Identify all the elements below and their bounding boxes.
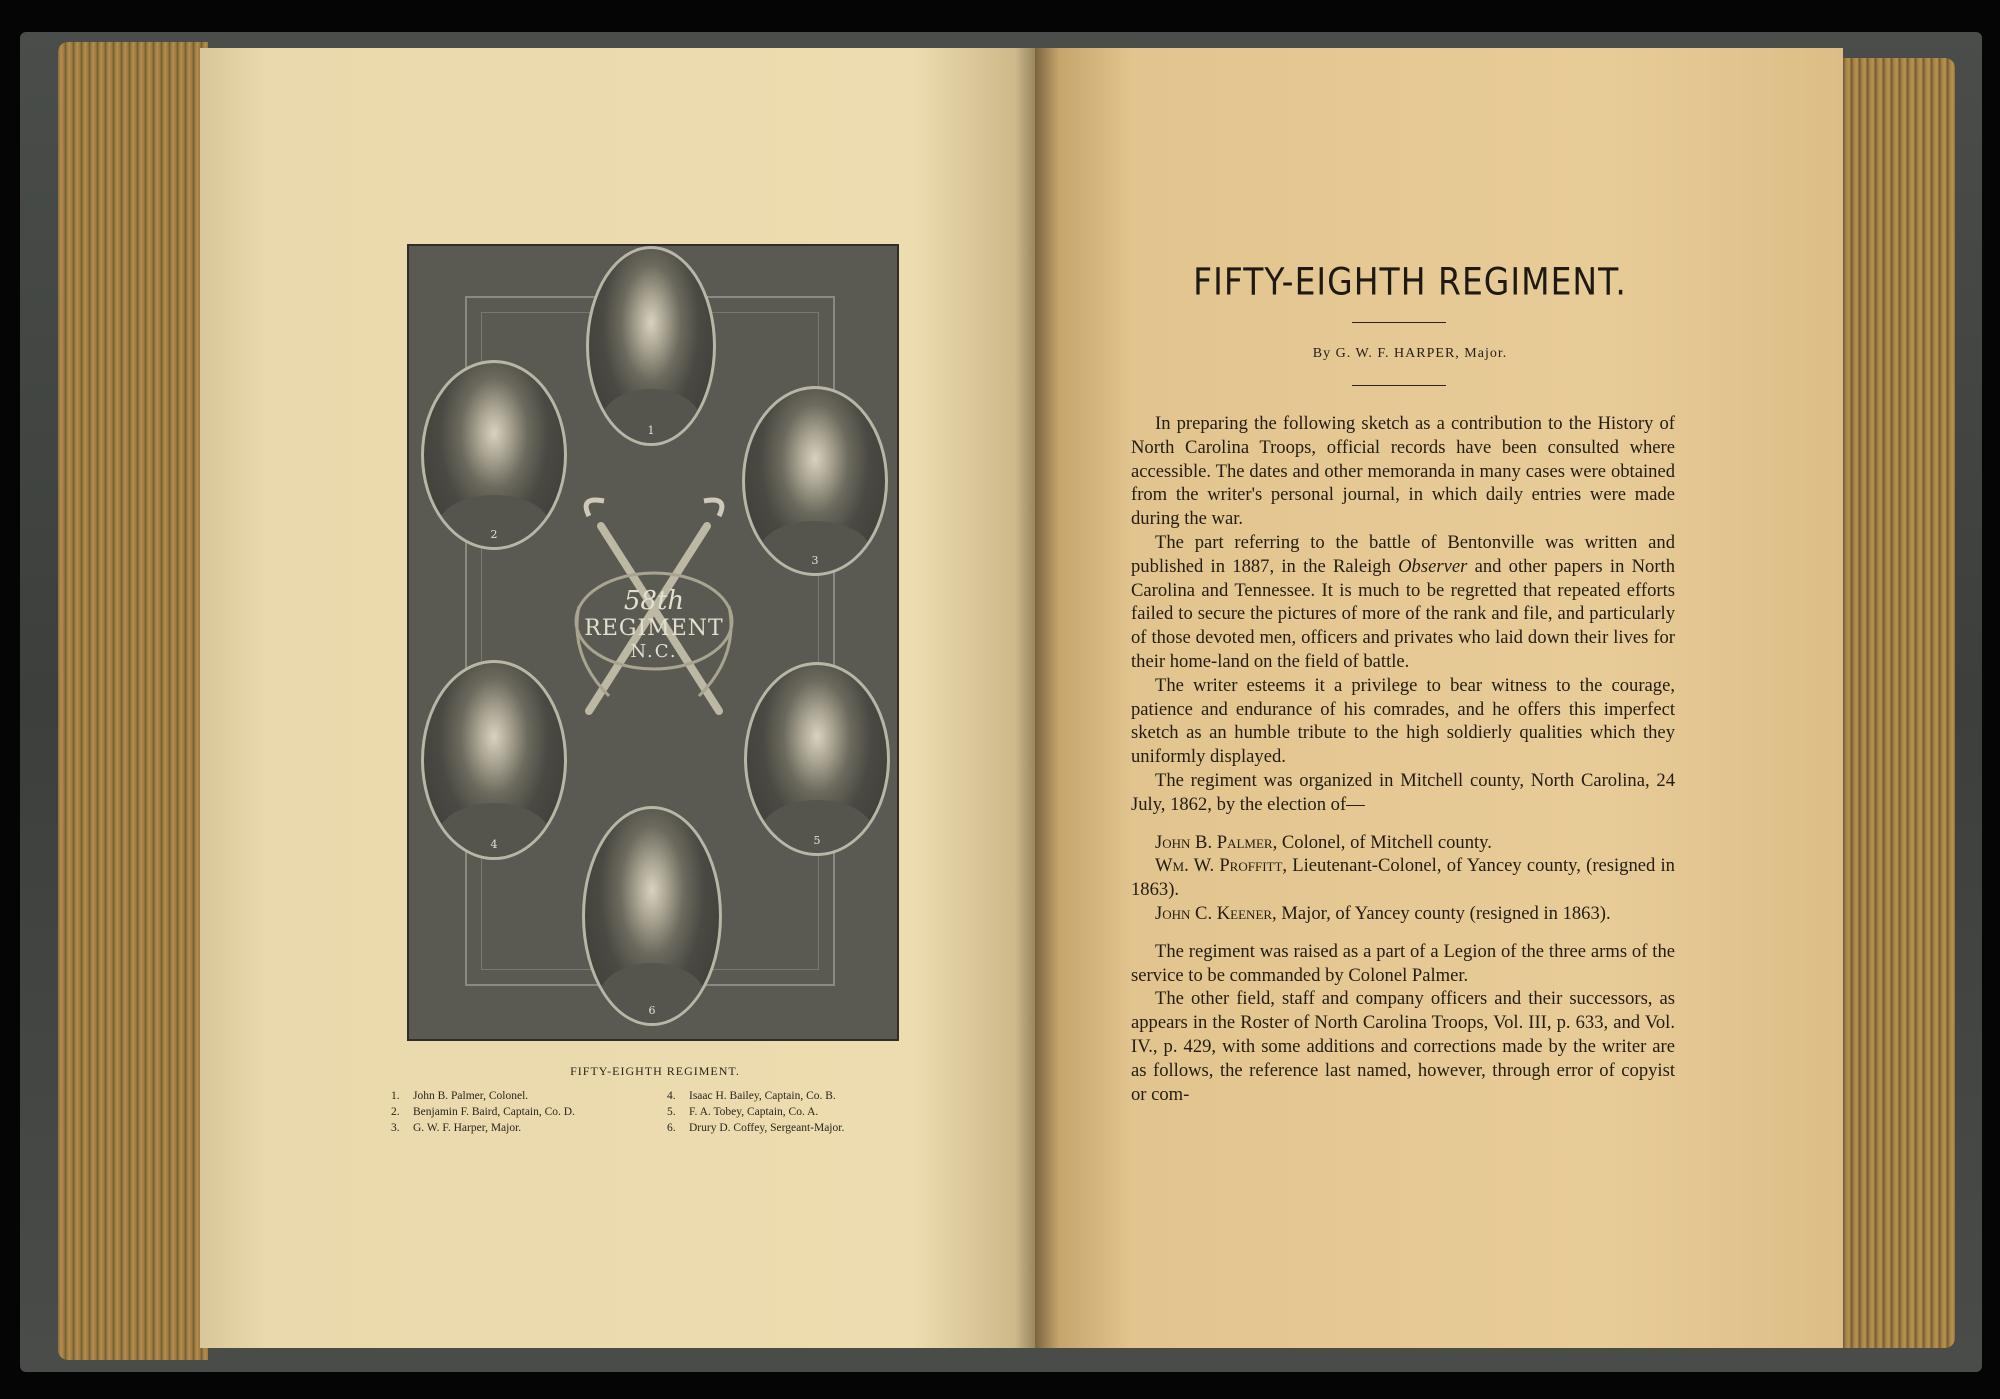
paragraph: The regiment was raised as a part of a Legion of the three arms of the service to be commanded by Colonel Palmer.: [1131, 940, 1675, 986]
caption-item: 2. Benjamin F. Baird, Captain, Co. D.: [391, 1106, 575, 1118]
portrait-4: 4: [421, 660, 567, 860]
regiment-emblem-text: [579, 586, 729, 662]
caption-item: 6. Drury D. Coffey, Sergeant-Major.: [667, 1122, 845, 1134]
paragraph: The part referring to the battle of Bentonville was written and published in 1887, in the Raleigh Observer and other papers in North Carolina and Tennessee. It is much to be regretted that repeated efforts failed to secure the pictures of more of the rank and file, and particularly of those devoted men, officers and privates who laid down their lives for their home-land on the field of battle.: [1131, 531, 1675, 672]
portrait-3: 3: [742, 386, 888, 576]
page-edges-left: [58, 42, 208, 1360]
emblem-word: REGIMENT: [584, 616, 724, 641]
portrait-2: 2: [421, 360, 567, 550]
caption-item: 3. G. W. F. Harper, Major.: [391, 1122, 522, 1134]
officer-entry: Wm. W. Proffitt, Lieutenant-Colonel, of Yancey county, (resigned in 1863).: [1131, 855, 1675, 901]
chapter-title: FIFTY-EIGHTH REGIMENT.: [1193, 259, 1627, 304]
officer-entry: John B. Palmer, Colonel, of Mitchell county.: [1155, 831, 1492, 853]
portrait-5: 5: [744, 662, 890, 856]
caption-list-left: [391, 1088, 575, 1136]
title-rule: [1352, 322, 1446, 323]
chapter-body: [1131, 412, 1675, 1106]
page-edges-right: [1835, 58, 1955, 1348]
portrait-plate: [407, 244, 899, 1041]
caption-list-right: [667, 1088, 844, 1136]
caption-item: 5. F. A. Tobey, Captain, Co. A.: [667, 1106, 819, 1118]
portrait-6: 6: [582, 806, 722, 1026]
paragraph: In preparing the following sketch as a contribution to the History of North Carolina Troops, official records have been consulted where accessible. The dates and other memoranda in many cases were obtained from the writer's personal journal, in which daily entries were made during the war.: [1131, 413, 1675, 530]
caption-item: 1. John B. Palmer, Colonel.: [391, 1090, 529, 1102]
paragraph: The other field, staff and company officers and their successors, as appears in the Roster of North Carolina Troops, Vol. III, p. 633, and Vol. IV., p. 429, with some additions and corrections made by the writer are as follows, the reference last named, however, through error of copyist or com-: [1131, 988, 1675, 1105]
byline-rule: [1352, 385, 1446, 386]
plate-caption-title: FIFTY-EIGHTH REGIMENT.: [570, 1064, 740, 1078]
byline: By G. W. F. HARPER, Major.: [1312, 346, 1508, 361]
emblem-number: 58th: [623, 586, 685, 616]
paragraph: The writer esteems it a privilege to bear witness to the courage, patience and endurance of his comrades, and he offers this imperfect sketch as an humble tribute to the high soldierly qualities which they uniformly displayed.: [1131, 674, 1675, 768]
officer-entry: John C. Keener, Major, of Yancey county (resigned in 1863).: [1155, 902, 1611, 924]
paragraph: The regiment was organized in Mitchell county, North Carolina, 24 July, 1862, by the election of—: [1131, 769, 1675, 815]
caption-item: 4. Isaac H. Bailey, Captain, Co. B.: [667, 1090, 836, 1102]
emblem-state: N.C.: [630, 641, 678, 662]
portrait-1: 1: [586, 246, 716, 446]
